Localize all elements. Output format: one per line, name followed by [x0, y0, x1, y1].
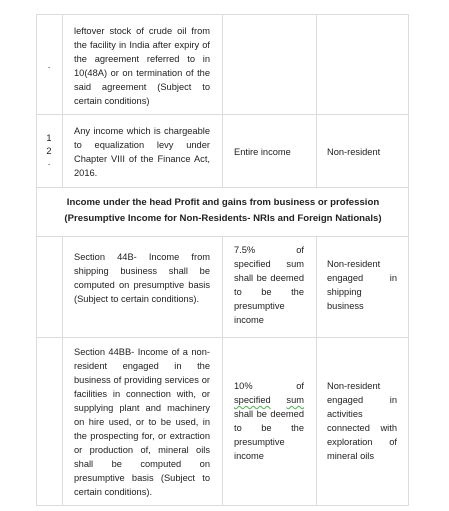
section-heading-line: (Presumptive Income for Non-Residents- NRIs and Foreign Nationals) — [64, 213, 382, 224]
column-divider — [62, 236, 63, 505]
rate-word: of — [296, 381, 304, 391]
column-divider — [408, 187, 409, 236]
column-divider — [222, 14, 223, 187]
rate-word: sum — [286, 395, 304, 405]
rate-percent: 10% — [234, 381, 253, 391]
presumptive-rate — [234, 243, 304, 327]
rate-word: specified — [234, 259, 271, 269]
column-divider — [316, 236, 317, 505]
row-serial-mark: · — [47, 62, 51, 72]
eligible-assessee: Non-resident engaged in activities connected with exploration of mineral oils — [327, 381, 397, 461]
exempt-extent: Entire income — [234, 147, 291, 157]
row-serial-number-digit: 2 — [46, 146, 52, 156]
rate-text: shall be deemed to be the presumptive income — [234, 273, 304, 325]
eligible-assessee: Non-resident — [327, 147, 381, 157]
income-description: Section 44BB- Income of a non-resident engaged in the business of providing services or facilities in connection with, or supplying plant and machinery on hire used, or to be used, in the prospecting for, or extraction or production of, mineral oils shall be computed on presumptive basis (Subject to certain conditions). — [74, 347, 210, 497]
rate-percent: 7.5% — [234, 245, 256, 255]
income-description: Any income which is chargeable to equalization levy under Chapter VIII of the Finance Act, 2016. — [74, 126, 210, 178]
column-divider — [408, 14, 409, 187]
rate-word: sum — [286, 259, 304, 269]
rate-word: specified — [234, 395, 271, 405]
column-divider — [36, 236, 37, 505]
income-description: Section 44B- Income from shipping business shall be computed on presumptive basis (Subject to certain conditions). — [74, 252, 210, 304]
row-divider — [36, 505, 409, 506]
column-divider — [316, 14, 317, 187]
row-divider — [36, 187, 409, 188]
rate-word: of — [296, 245, 304, 255]
section-heading — [40, 195, 406, 227]
eligible-assessee: Non-resident engaged in shipping business — [327, 259, 397, 311]
column-divider — [222, 236, 223, 505]
column-divider — [36, 187, 37, 236]
section-heading-line: Income under the head Profit and gains from business or profession — [66, 197, 380, 208]
row-serial-mark: · — [47, 159, 51, 169]
column-divider — [408, 236, 409, 505]
row-serial-number-digit: 1 — [46, 133, 52, 143]
income-description: leftover stock of crude oil from the facility in India after expiry of the agreement referred to in 10(48A) or on termination of the said agreement (Subject to certain conditions) — [74, 26, 210, 106]
column-divider — [62, 14, 63, 187]
presumptive-rate — [234, 379, 304, 463]
rate-text: shall be deemed to be the presumptive income — [234, 409, 304, 461]
